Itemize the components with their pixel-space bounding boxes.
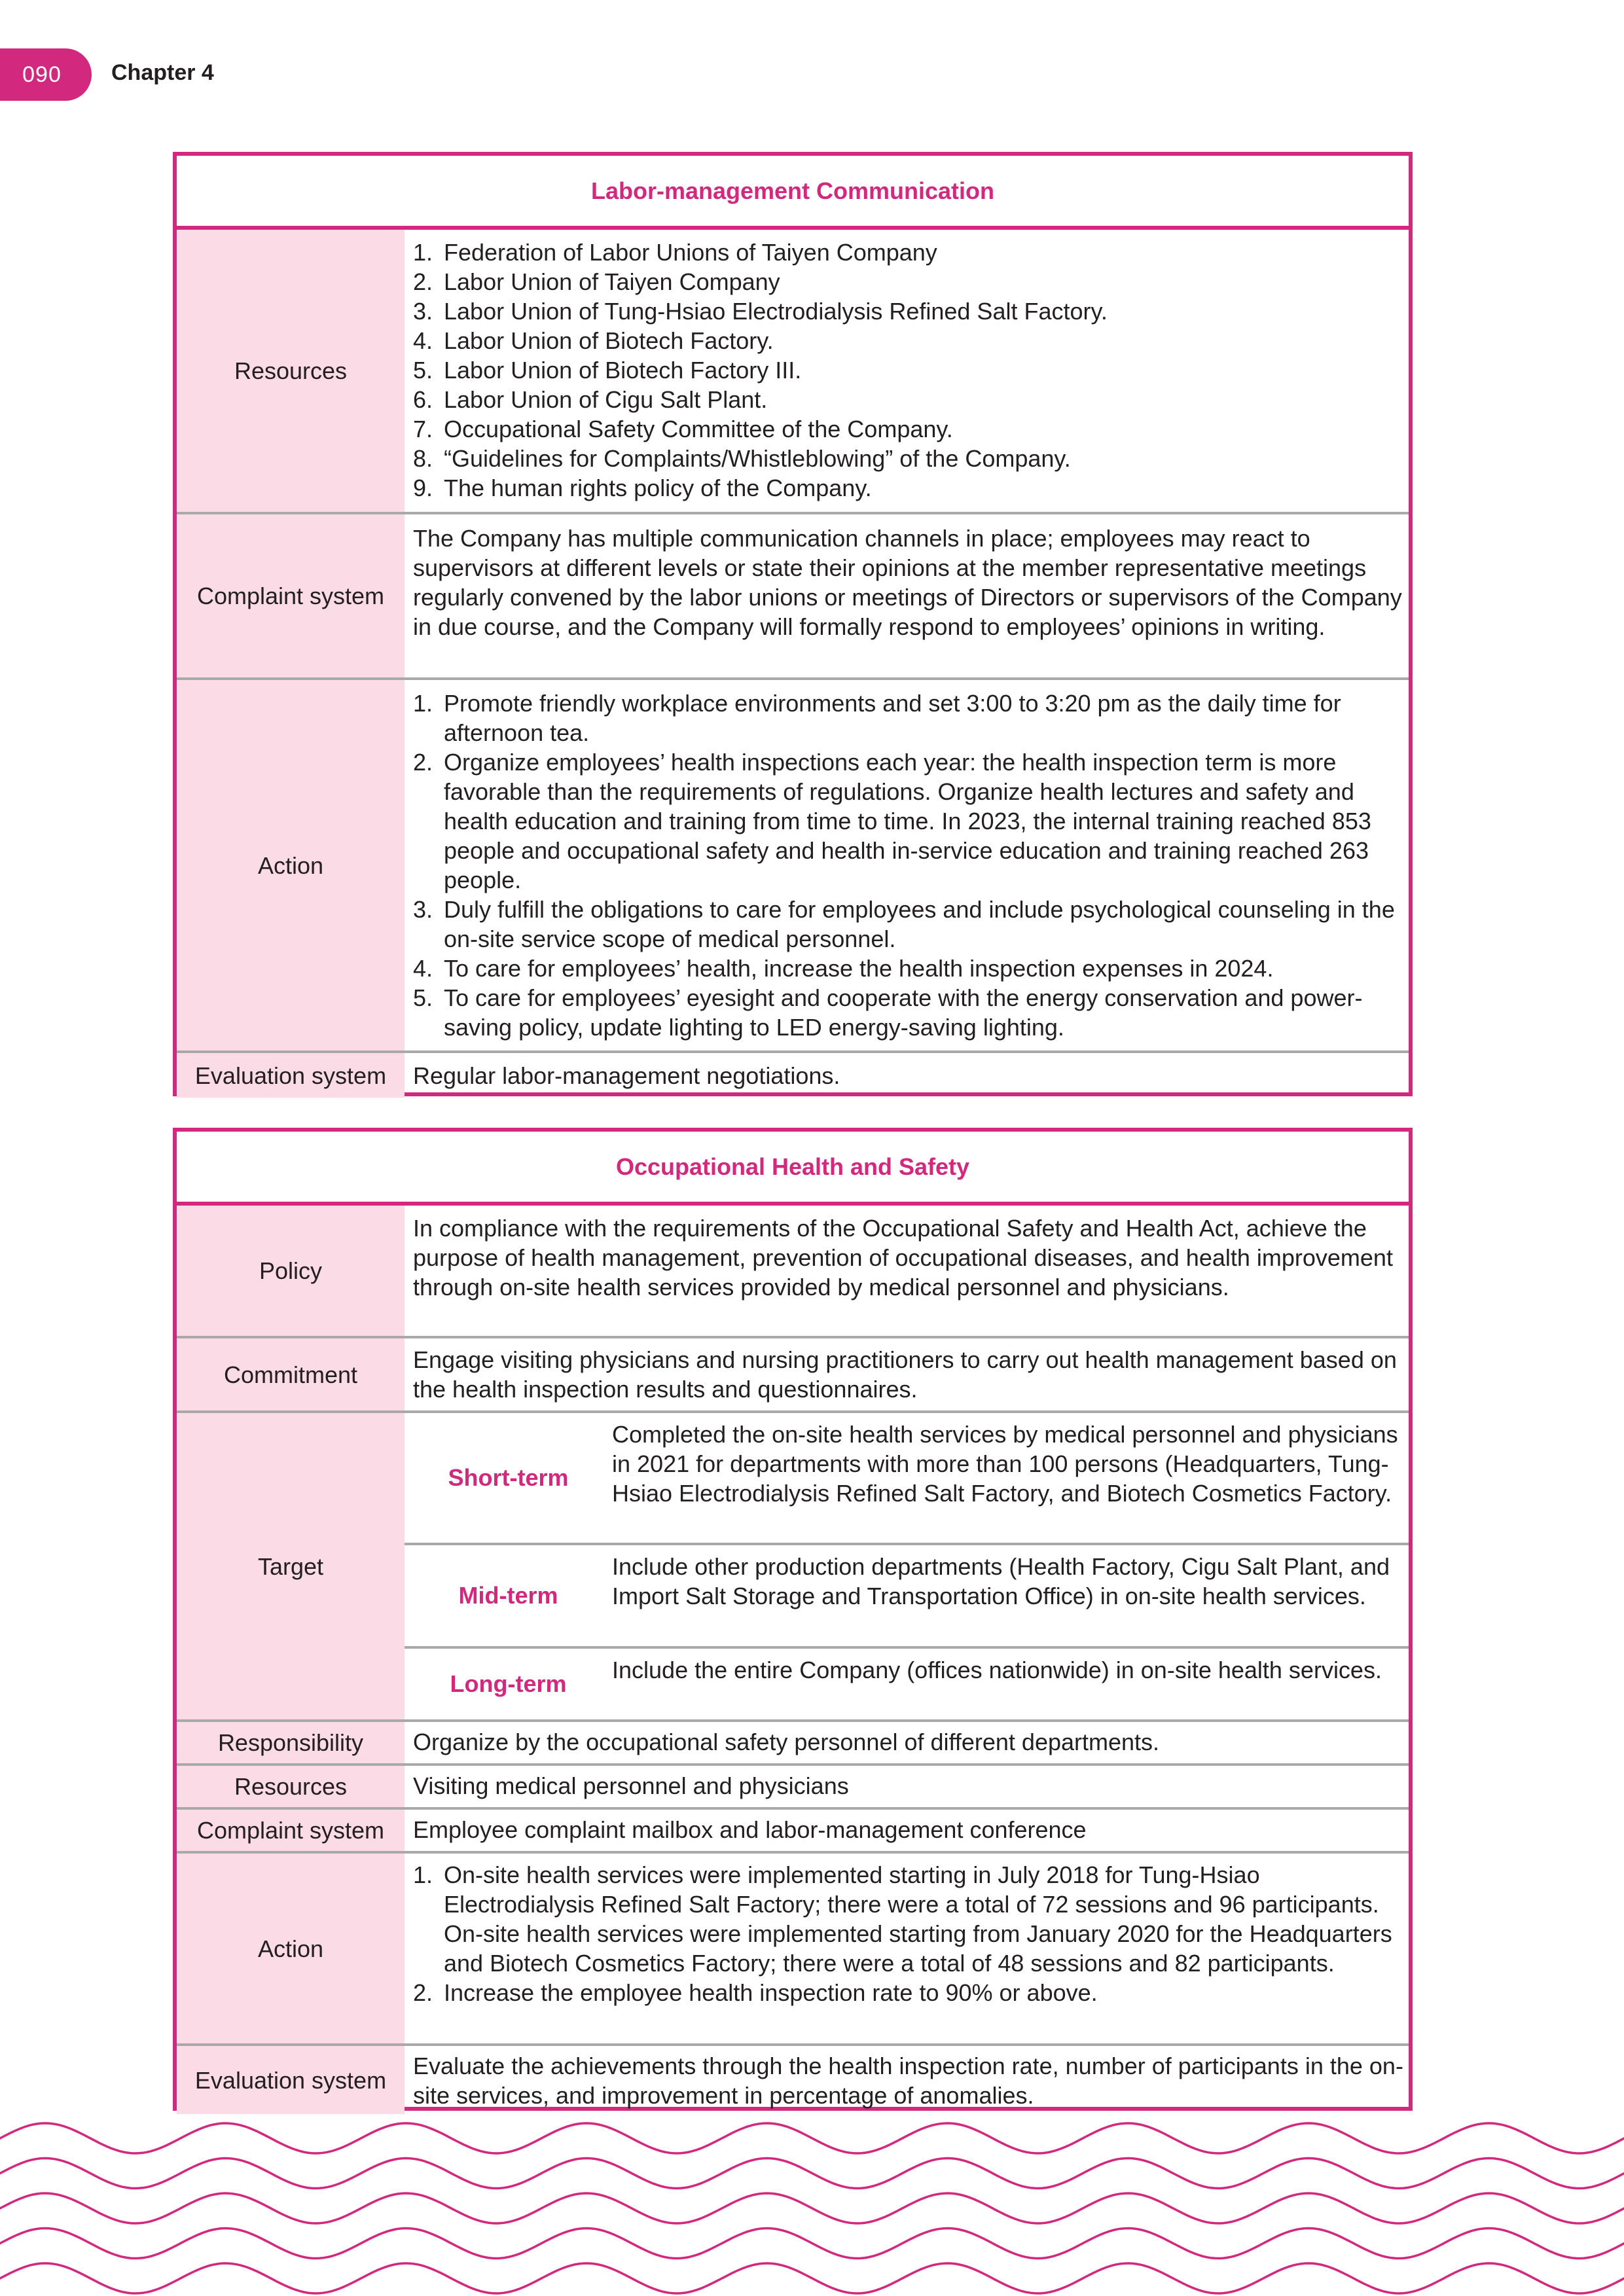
row-label: Evaluation system bbox=[177, 1053, 405, 1098]
term-value: Include other production departments (Health Factory, Cigu Salt Plant, and Import Salt Storage and Transportation Office) in on-site health services. bbox=[612, 1553, 1390, 1609]
list-item-number: 2. bbox=[413, 268, 433, 295]
list-item-number: 5. bbox=[413, 984, 433, 1011]
list-item-text: Promote friendly workplace environments and set 3:00 to 3:20 pm as the daily time for afternoon tea. bbox=[444, 690, 1341, 746]
list-item-text: To care for employees’ health, increase the health inspection expenses in 2024. bbox=[444, 955, 1274, 982]
row-label: Action bbox=[177, 680, 405, 1050]
wave-line bbox=[0, 2193, 1624, 2223]
row-value: Regular labor-management negotiations. bbox=[413, 1062, 840, 1089]
table-row-commitment bbox=[177, 1336, 1409, 1410]
list-item-number: 1. bbox=[413, 1861, 433, 1888]
list-item-text: Labor Union of Taiyen Company bbox=[444, 268, 780, 295]
term-value: Include the entire Company (offices nationwide) in on-site health services. bbox=[612, 1657, 1382, 1683]
action-list bbox=[413, 689, 1403, 1042]
list-item bbox=[413, 267, 1403, 296]
row-label: Action bbox=[177, 1854, 405, 2043]
row-value: Organize by the occupational safety personnel of different departments. bbox=[413, 1729, 1160, 1755]
list-item-text: “Guidelines for Complaints/Whistleblowing” of the Company. bbox=[444, 445, 1071, 472]
row-label: Responsibility bbox=[177, 1722, 405, 1763]
chapter-label: Chapter 4 bbox=[111, 60, 214, 85]
list-item bbox=[413, 1860, 1403, 1978]
list-item bbox=[413, 326, 1403, 355]
list-item-number: 5. bbox=[413, 357, 433, 384]
occupational-health-safety-table bbox=[173, 1128, 1413, 2111]
list-item bbox=[413, 385, 1403, 414]
table-row-evaluation-system bbox=[177, 2043, 1409, 2114]
row-value: Evaluate the achievements through the health inspection rate, number of participants in the on-site services, and improvement in percentage of anomalies. bbox=[413, 2053, 1403, 2109]
target-terms bbox=[405, 1413, 1409, 1719]
list-item-number: 1. bbox=[413, 690, 433, 717]
list-item bbox=[413, 238, 1403, 267]
list-item-number: 1. bbox=[413, 239, 433, 266]
list-item-text: On-site health services were implemented starting in July 2018 for Tung-Hsiao Electrodialysis Refined Salt Factory; there were a total of 72 sessions and 96 participants. On-site health services were implemented starting from January 2020 for the Headquarters and Biotech Cosmetics Factory; there were a total of 48 sessions and 82 participants. bbox=[444, 1861, 1392, 1977]
list-item-text: Labor Union of Biotech Factory. bbox=[444, 327, 774, 354]
wave-pattern-icon bbox=[0, 2111, 1624, 2296]
table-row-action bbox=[177, 677, 1409, 1050]
table-row-evaluation-system bbox=[177, 1050, 1409, 1098]
list-item-number: 2. bbox=[413, 749, 433, 776]
list-item-text: Increase the employee health inspection rate to 90% or above. bbox=[444, 1979, 1098, 2006]
page-number: 090 bbox=[22, 62, 62, 87]
list-item bbox=[413, 954, 1403, 983]
list-item-number: 9. bbox=[413, 475, 433, 501]
list-item-number: 3. bbox=[413, 298, 433, 325]
table-row-action bbox=[177, 1851, 1409, 2043]
row-label: Evaluation system bbox=[177, 2046, 405, 2114]
list-item-text: Duly fulfill the obligations to care for employees and include psychological counseling in the on-site service scope of medical personnel. bbox=[444, 896, 1395, 952]
list-item-number: 7. bbox=[413, 416, 433, 442]
table-row-complaint-system bbox=[177, 1807, 1409, 1851]
list-item-number: 3. bbox=[413, 896, 433, 923]
list-item-text: Labor Union of Biotech Factory III. bbox=[444, 357, 802, 384]
list-item bbox=[413, 473, 1403, 503]
action-list bbox=[413, 1860, 1403, 2007]
table-row-responsibility bbox=[177, 1719, 1409, 1763]
row-value: In compliance with the requirements of the Occupational Safety and Health Act, achieve the purpose of health management, prevention of occupational diseases, and health improvement through on-site health services provided by medical personnel and physicians. bbox=[413, 1215, 1393, 1300]
target-long-term bbox=[405, 1646, 1409, 1719]
row-value: Visiting medical personnel and physicians bbox=[413, 1772, 849, 1799]
target-mid-term bbox=[405, 1543, 1409, 1646]
row-label: Complaint system bbox=[177, 1810, 405, 1851]
row-value: Employee complaint mailbox and labor-management conference bbox=[413, 1816, 1087, 1843]
list-item-number: 2. bbox=[413, 1979, 433, 2006]
list-item-text: To care for employees’ eyesight and cooperate with the energy conservation and power-saving policy, update lighting to LED energy-saving lighting. bbox=[444, 984, 1363, 1041]
list-item bbox=[413, 895, 1403, 954]
term-label: Mid-term bbox=[458, 1582, 558, 1609]
list-item-number: 8. bbox=[413, 445, 433, 472]
wave-line bbox=[0, 2159, 1624, 2189]
row-label: Policy bbox=[177, 1206, 405, 1336]
term-label: Short-term bbox=[448, 1464, 569, 1491]
list-item-text: Federation of Labor Unions of Taiyen Company bbox=[444, 239, 937, 266]
list-item-text: Organize employees’ health inspections each year: the health inspection term is more favorable than the requirements of regulations. Organize health lectures and safety and health education and training from time to time. In 2023, the internal training reached 853 people and occupational safety and health in-service education and training reached 263 people. bbox=[444, 749, 1371, 893]
page-number-badge bbox=[0, 48, 92, 101]
wave-line bbox=[0, 2263, 1624, 2293]
row-label: Complaint system bbox=[177, 514, 405, 677]
list-item-text: Labor Union of Cigu Salt Plant. bbox=[444, 386, 768, 413]
row-value: Engage visiting physicians and nursing practitioners to carry out health management based on the health inspection results and questionnaires. bbox=[413, 1346, 1397, 1403]
term-value: Completed the on-site health services by medical personnel and physicians in 2021 for departments with more than 100 persons (Headquarters, Tung-Hsiao Electrodialysis Refined Salt Factory, and Biotech Cosmetics Factory. bbox=[612, 1421, 1398, 1507]
list-item bbox=[413, 689, 1403, 747]
list-item-text: Occupational Safety Committee of the Company. bbox=[444, 416, 953, 442]
table-title: Occupational Health and Safety bbox=[177, 1132, 1409, 1206]
row-label: Target bbox=[177, 1413, 405, 1719]
table-row-target bbox=[177, 1410, 1409, 1719]
row-label: Resources bbox=[177, 230, 405, 512]
list-item-number: 6. bbox=[413, 386, 433, 413]
list-item bbox=[413, 296, 1403, 326]
row-label: Resources bbox=[177, 1766, 405, 1807]
row-value bbox=[405, 680, 1409, 1050]
term-label: Long-term bbox=[450, 1670, 567, 1697]
table-row-resources bbox=[177, 1763, 1409, 1807]
list-item-number: 4. bbox=[413, 955, 433, 982]
row-value bbox=[405, 230, 1409, 512]
list-item-number: 4. bbox=[413, 327, 433, 354]
wave-line bbox=[0, 2229, 1624, 2259]
resources-list bbox=[413, 238, 1403, 503]
row-value bbox=[405, 1854, 1409, 2043]
list-item bbox=[413, 444, 1403, 473]
table-row-complaint-system bbox=[177, 512, 1409, 677]
table-title: Labor-management Communication bbox=[177, 156, 1409, 230]
row-label: Commitment bbox=[177, 1338, 405, 1410]
list-item-text: The human rights policy of the Company. bbox=[444, 475, 872, 501]
table-row-resources bbox=[177, 230, 1409, 512]
list-item-text: Labor Union of Tung-Hsiao Electrodialysis Refined Salt Factory. bbox=[444, 298, 1108, 325]
table-row-policy bbox=[177, 1206, 1409, 1336]
list-item bbox=[413, 747, 1403, 895]
list-item bbox=[413, 983, 1403, 1042]
list-item bbox=[413, 1978, 1403, 2007]
target-short-term bbox=[405, 1413, 1409, 1543]
row-value: The Company has multiple communication channels in place; employees may react to supervisors at different levels or state their opinions at the member representative meetings regularly convened by the labor unions or meetings of Directors or supervisors of the Company in due course, and the Company will formally respond to employees’ opinions in writing. bbox=[413, 525, 1402, 640]
wave-line bbox=[0, 2123, 1624, 2153]
labor-management-table bbox=[173, 152, 1413, 1096]
list-item bbox=[413, 355, 1403, 385]
list-item bbox=[413, 414, 1403, 444]
